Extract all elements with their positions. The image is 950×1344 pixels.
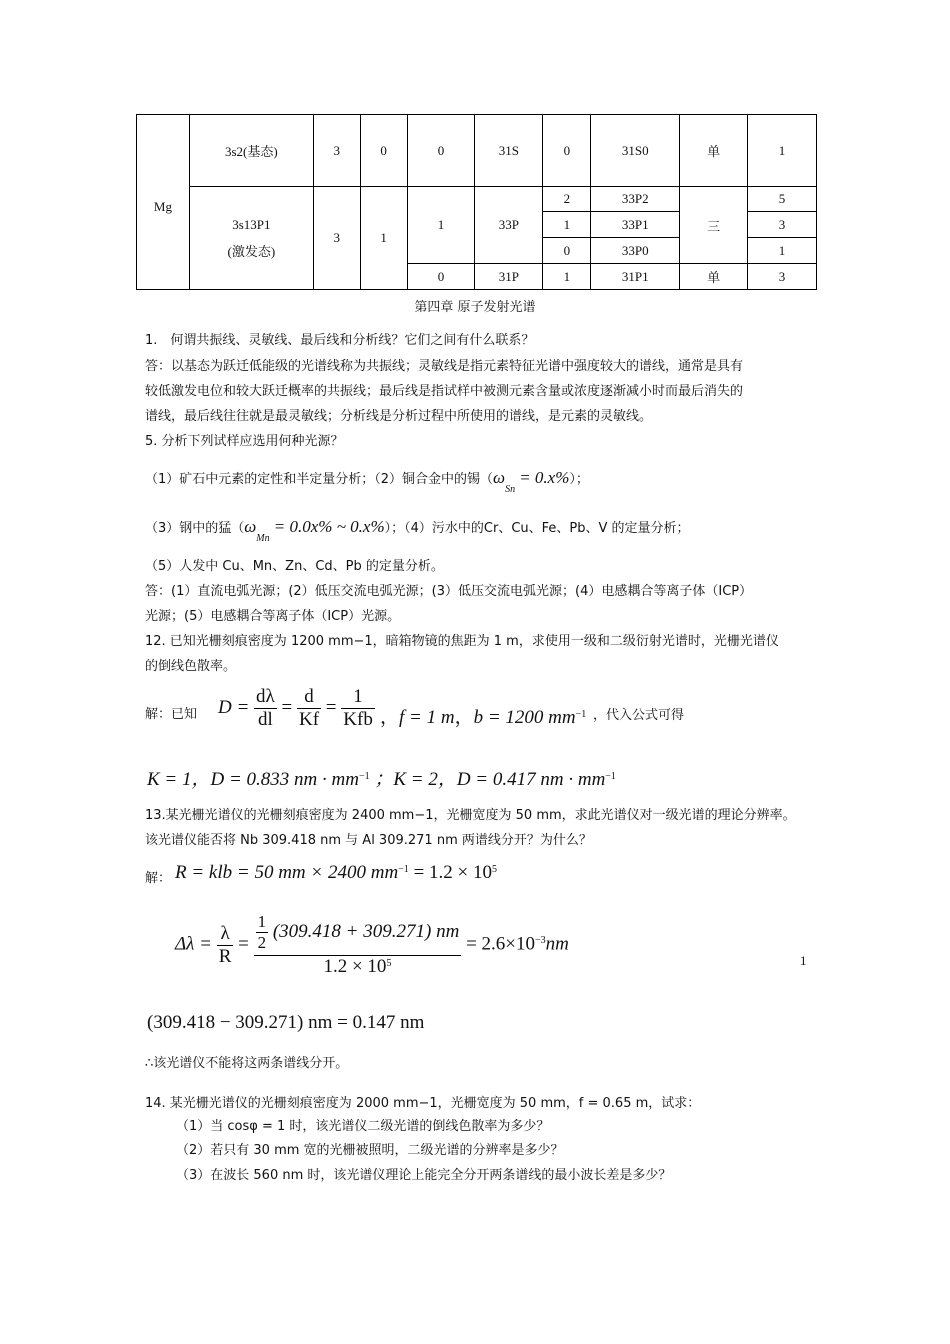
l-cell: 0 [360, 115, 407, 187]
s-cell: 1 [407, 187, 475, 264]
math-term: Δλ = [175, 933, 212, 955]
q1-answer: 谱线，最后线往往就是最灵敏线；分析线是分析过程中所使用的谱线，是元素的灵敏线。 [145, 409, 653, 424]
q5-item [145, 467, 589, 495]
l-cell: 1 [360, 187, 407, 290]
chapter-title: 第四章 原子发射光谱 [414, 300, 536, 315]
n-cell: 3 [313, 187, 360, 290]
q13-solution-label: 解： [145, 871, 172, 886]
j-cell: 2 [543, 187, 591, 212]
q13-question: 该光谱仪能否将 Nb 309.418 nm 与 Al 309.271 nm 两谱线分开？为什么？ [145, 833, 592, 848]
fraction-numerator: dλ [256, 686, 275, 707]
wavelength-difference-formula: Δλ = $\frac{\lambda}{R}$ = $\frac{1}{2}$ (309.418 + 309.271) nm $1.2 \times 10^5$ = $2.6\times 10^{-3}nm$ [175, 912, 569, 977]
q12-question: 的倒线色散率。 [145, 659, 237, 674]
resolution-formula [175, 862, 497, 884]
q5-item-text: ）； [569, 472, 589, 487]
math-term: D = [218, 696, 250, 718]
page-number: 1 [800, 953, 807, 968]
exponent: −1 [575, 709, 587, 720]
q5-item [145, 516, 690, 544]
exponent: 5 [492, 864, 497, 875]
omega-symbol: ω [493, 468, 506, 487]
math-term: = 2.6×10 [466, 933, 535, 955]
math-term: ；K = 2，D = 0.417 nm · mm [374, 769, 606, 790]
exponent: −1 [605, 771, 616, 782]
level-cell: 33P0 [591, 238, 680, 264]
fraction-numerator: 1 [341, 686, 375, 709]
subscript: Mn [256, 533, 270, 544]
q14-part: （3）在波长 560 nm 时，该光谱仪理论上能完全分开两条谱线的最小波长差是多少？ [176, 1168, 672, 1183]
q14-question: 14. 某光栅光谱仪的光栅刻痕密度为 2000 mm−1，光栅宽度为 50 mm，f = 0.65 m，试求： [145, 1096, 701, 1111]
state-line: (激发态) [227, 243, 276, 259]
fraction-numerator: d [297, 686, 321, 709]
q14-part: （2）若只有 30 mm 宽的光栅被照明，二级光谱的分辨率是多少？ [176, 1143, 564, 1158]
s-cell: 0 [407, 115, 475, 187]
q1-answer: 答：以基态为跃迁低能级的光谱线称为共振线；灵敏线是指元素特征光谱中强度较大的谱线，通常是具有 [145, 359, 744, 374]
degeneracy-cell: 1 [748, 115, 817, 187]
multiplicity-cell: 单 [680, 264, 748, 290]
math-value: = 0.x% [519, 468, 570, 487]
q5-item-text: （1）矿石中元素的定性和半定量分析；（2）铜合金中的锡（ [145, 472, 494, 487]
math-term: 1.2 × 10 [323, 956, 387, 977]
degeneracy-cell: 3 [748, 264, 817, 290]
exponent: −1 [358, 771, 370, 782]
multiplicity-cell: 三 [680, 187, 748, 264]
math-term: b = 1200 mm [473, 707, 576, 728]
fraction-denominator: Kf [298, 709, 320, 730]
degeneracy-cell: 3 [748, 212, 817, 238]
subscript: Sn [505, 484, 516, 495]
q5-answer: 光源；(5）电感耦合等离子体（ICP）光源。 [145, 609, 401, 624]
q1-answer: 较低激发电位和较大跃迁概率的共振线；最后线是指试样中被测元素含量或浓度逐渐减小时而最后消失的 [145, 384, 744, 399]
exponent: −3 [535, 935, 546, 947]
q14-part: （1）当 cosφ = 1 时，该光谱仪二级光谱的倒线色散率为多少？ [176, 1119, 550, 1134]
degeneracy-cell: 1 [748, 238, 817, 264]
q5-item-text: （3）钢中的猛（ [145, 521, 245, 536]
fraction-numerator: 1 [257, 912, 267, 931]
j-cell: 1 [543, 212, 591, 238]
q5-answer: 答：(1）直流电弧光源；(2）低压交流电弧光源；(3）低压交流电弧光源；(4）电感耦合等离子体（ICP） [145, 584, 753, 599]
level-cell: 33P2 [591, 187, 680, 212]
s-cell: 0 [407, 264, 475, 290]
degeneracy-cell: 5 [748, 187, 817, 212]
level-cell: 31P1 [591, 264, 680, 290]
math-term: f = 1 m [399, 707, 455, 728]
term-symbol-table [136, 114, 817, 290]
q12-tail-text: ，代入公式可得 [593, 708, 685, 723]
exponent: 5 [386, 958, 392, 969]
given-values: ，f = 1 m，b = 1200 $mm^{-1}$ [380, 707, 587, 728]
n-cell: 3 [313, 115, 360, 187]
math-term: nm [545, 933, 569, 955]
dispersion-formula: D = $\frac{d\lambda}{dl}$ = $\frac{d}{Kf}$ = $\frac{1}{\text{Kfb}}$ [218, 686, 373, 730]
fraction-denominator: 2 [257, 933, 267, 952]
state-cell [189, 187, 313, 290]
q5-question: 5. 分析下列试样应选用何种光源？ [145, 434, 344, 449]
q5-item: （5）人发中 Cu、Mn、Zn、Cd、Pb 的定量分析。 [145, 559, 444, 574]
term-cell: 31S [475, 115, 543, 187]
q12-solution-label: 解：已知 [145, 707, 198, 722]
math-value: = 0.0x% ~ 0.x% [273, 517, 385, 536]
fraction-denominator: R [218, 945, 232, 967]
math-term: (309.418 + 309.271) nm [272, 920, 460, 942]
term-cell: 31P [475, 264, 543, 290]
fraction-denominator: dl [258, 709, 273, 730]
state-cell: 3s2(基态) [189, 115, 313, 187]
q13-question: 13.某光栅光谱仪的光栅刻痕密度为 2400 mm−1，光栅宽度为 50 mm，求此光谱仪对一级光谱的理论分辨率。 [145, 808, 796, 823]
q1-question: 1. 何谓共振线、灵敏线、最后线和分析线？它们之间有什么联系？ [145, 333, 535, 348]
q13-conclusion: ∴该光谱仪不能将这两条谱线分开。 [145, 1056, 349, 1071]
element-cell: Mg [137, 115, 190, 290]
level-cell: 33P1 [591, 212, 680, 238]
fraction-denominator: Kfb [343, 709, 373, 730]
j-cell: 0 [543, 238, 591, 264]
j-cell: 0 [543, 115, 591, 187]
level-cell: 31S0 [591, 115, 680, 187]
math-term: = 1.2 × 10 [408, 862, 492, 883]
math-term: K = 1，D = 0.833 nm · mm [147, 769, 359, 790]
fraction-numerator: λ [217, 923, 234, 946]
omega-symbol: ω [244, 517, 257, 536]
q5-item-text: ）；（4）污水中的Cr、Cu、Fe、Pb、V 的定量分析； [384, 521, 690, 536]
math-term: R = klb = 50 mm × 2400 mm [175, 862, 399, 883]
q12-result [147, 764, 616, 791]
exponent: −1 [398, 864, 409, 875]
line-separation: (309.418 − 309.271) nm = 0.147 nm [147, 1012, 425, 1033]
j-cell: 1 [543, 264, 591, 290]
term-cell: 33P [475, 187, 543, 264]
q12-question: 12. 已知光栅刻痕密度为 1200 mm−1，暗箱物镜的焦距为 1 m，求使用一级和二级衍射光谱时，光栅光谱仪 [145, 634, 779, 649]
state-line: 3s13P1 [232, 216, 271, 232]
multiplicity-cell: 单 [680, 115, 748, 187]
